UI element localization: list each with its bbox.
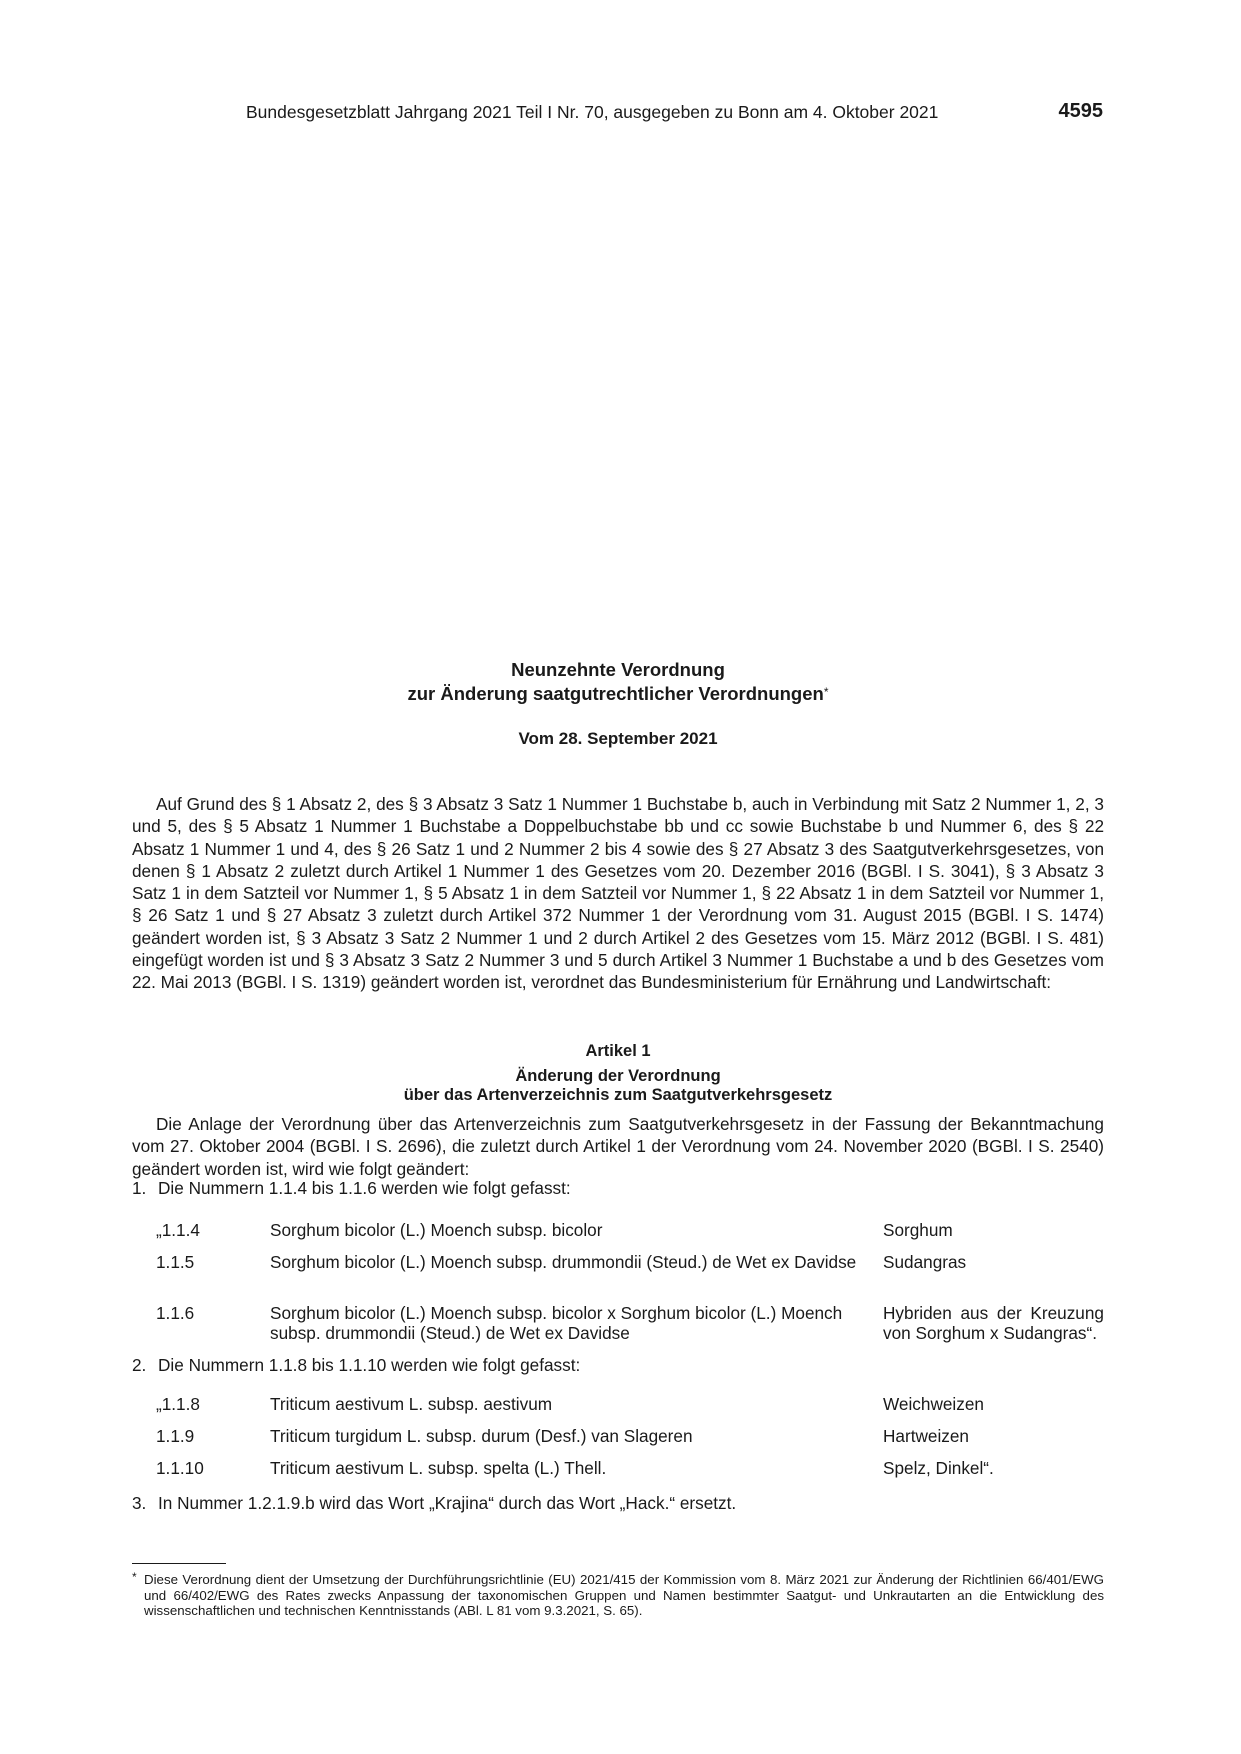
list-item-text: Die Nummern 1.1.8 bis 1.1.10 werden wie folgt gefasst: xyxy=(158,1355,581,1375)
row-species: Triticum aestivum L. subsp. spelta (L.) Thell. xyxy=(270,1458,607,1478)
row-code: 1.1.6 xyxy=(156,1303,195,1323)
list-item-text: In Nummer 1.2.1.9.b wird das Wort „Krajina“ durch das Wort „Hack.“ ersetzt. xyxy=(158,1493,737,1513)
row-common-name: Sudangras xyxy=(883,1252,967,1272)
article-1-body: Die Anlage der Verordnung über das Artenverzeichnis zum Saatgutverkehrsgesetz in der Fassung der Bekanntmachung vom 27. Oktober 2004 (BGBl. I S. 2696), die zuletzt durch Artikel 1 der Verordnung vom 24. November 2020 (BGBl. I S. 2540) geändert worden ist, wird wie folgt geändert: xyxy=(132,1114,1104,1179)
row-code: „1.1.4 xyxy=(156,1220,200,1240)
title-line-2: zur Änderung saatgutrechtlicher Verordnungen* xyxy=(407,683,829,704)
row-species: Sorghum bicolor (L.) Moench subsp. bicolor x Sorghum bicolor (L.) Moench subsp. drummondii (Steud.) de Wet ex Davidse xyxy=(270,1303,843,1343)
title-footnote-mark: * xyxy=(823,685,829,699)
title-line-1: Neunzehnte Verordnung xyxy=(511,659,725,680)
page-header xyxy=(246,100,1103,124)
list-item-number: 3. xyxy=(132,1493,147,1513)
list-item-1 xyxy=(132,1177,1104,1199)
list-item-2 xyxy=(132,1354,1104,1376)
page-number: 4595 xyxy=(1058,100,1103,122)
row-species: Triticum turgidum L. subsp. durum (Desf.) van Slageren xyxy=(270,1426,693,1446)
row-species: Sorghum bicolor (L.) Moench subsp. bicolor xyxy=(270,1220,603,1240)
row-code: 1.1.5 xyxy=(156,1252,195,1272)
list-item-number: 2. xyxy=(132,1355,147,1375)
ordinance-title xyxy=(132,658,1104,706)
list-item-number: 1. xyxy=(132,1178,147,1198)
article-1-heading: Artikel 1 xyxy=(585,1042,651,1060)
row-species: Sorghum bicolor (L.) Moench subsp. drummondii (Steud.) de Wet ex Davidse xyxy=(270,1252,857,1272)
row-common-name: Hybriden aus der Kreuzung von Sorghum x Sudangras“. xyxy=(883,1303,1104,1343)
article-1-title xyxy=(132,1067,1104,1105)
ordinance-date: Vom 28. September 2021 xyxy=(518,729,718,748)
footnote-mark: * xyxy=(132,1570,137,1584)
row-common-name: Spelz, Dinkel“. xyxy=(883,1458,994,1478)
row-common-name: Hartweizen xyxy=(883,1426,969,1446)
article-1-title-line-1: Änderung der Verordnung xyxy=(515,1067,721,1085)
row-species: Triticum aestivum L. subsp. aestivum xyxy=(270,1394,553,1414)
row-common-name: Weichweizen xyxy=(883,1394,984,1414)
footnote-text: Diese Verordnung dient der Umsetzung der Durchführungsrichtlinie (EU) 2021/415 der Kommission vom 8. März 2021 zur Änderung der Richtlinien 66/401/EWG und 66/402/EWG des Rates zwecks Anpassung der taxonomischen Gruppen und Namen bestimmter Saatgut- und Unkrautarten an die Entwicklung des wissenschaftlichen und technischen Kenntnisstands (ABl. L 81 vom 9.3.2021, S. 65). xyxy=(144,1572,1104,1618)
list-item-3 xyxy=(132,1492,1104,1514)
footnote xyxy=(132,1572,1104,1619)
row-code: 1.1.9 xyxy=(156,1426,195,1446)
running-title: Bundesgesetzblatt Jahrgang 2021 Teil I Nr. 70, ausgegeben zu Bonn am 4. Oktober 2021 xyxy=(246,102,939,122)
article-1-title-line-2: über das Artenverzeichnis zum Saatgutverkehrsgesetz xyxy=(403,1086,833,1104)
row-code: „1.1.8 xyxy=(156,1394,200,1414)
row-common-name: Sorghum xyxy=(883,1220,953,1240)
list-item-text: Die Nummern 1.1.4 bis 1.1.6 werden wie folgt gefasst: xyxy=(158,1178,571,1198)
footnote-divider xyxy=(132,1563,226,1564)
row-code: 1.1.10 xyxy=(156,1458,204,1478)
preamble-paragraph: Auf Grund des § 1 Absatz 2, des § 3 Absatz 3 Satz 1 Nummer 1 Buchstabe b, auch in Verbindung mit Satz 2 Nummer 1, 2, 3 und 5, des § 5 Absatz 1 Nummer 1 Buchstabe a Doppelbuchstabe bb und cc sowie Buchstabe b und Nummer 6, des § 22 Absatz 1 Nummer 1 und 4, des § 26 Satz 1 und 2 Nummer 2 bis 4 sowie des § 27 Absatz 3 des Saatgutverkehrsgesetzes, von denen § 1 Absatz 2 zuletzt durch Artikel 1 Nummer 1 des Gesetzes vom 20. Dezember 2016 (BGBl. I S. 3041), § 3 Absatz 3 Satz 1 in dem Satzteil vor Nummer 1, § 5 Absatz 1 in dem Satzteil vor Nummer 1, § 22 Absatz 1 in dem Satzteil vor Nummer 1, § 26 Satz 1 und § 27 Absatz 3 zuletzt durch Artikel 372 Nummer 1 der Verordnung vom 31. August 2015 (BGBl. I S. 1474) geändert worden ist, § 3 Absatz 3 Satz 2 Nummer 1 und 2 durch Artikel 2 des Gesetzes vom 15. März 2012 (BGBl. I S. 481) eingefügt worden ist und § 3 Absatz 3 Satz 2 Nummer 3 und 5 durch Artikel 3 Nummer 1 Buchstabe a und b des Gesetzes vom 22. Mai 2013 (BGBl. I S. 1319) geändert worden ist, verordnet das Bundesministerium für Ernährung und Landwirtschaft: xyxy=(132,794,1104,993)
